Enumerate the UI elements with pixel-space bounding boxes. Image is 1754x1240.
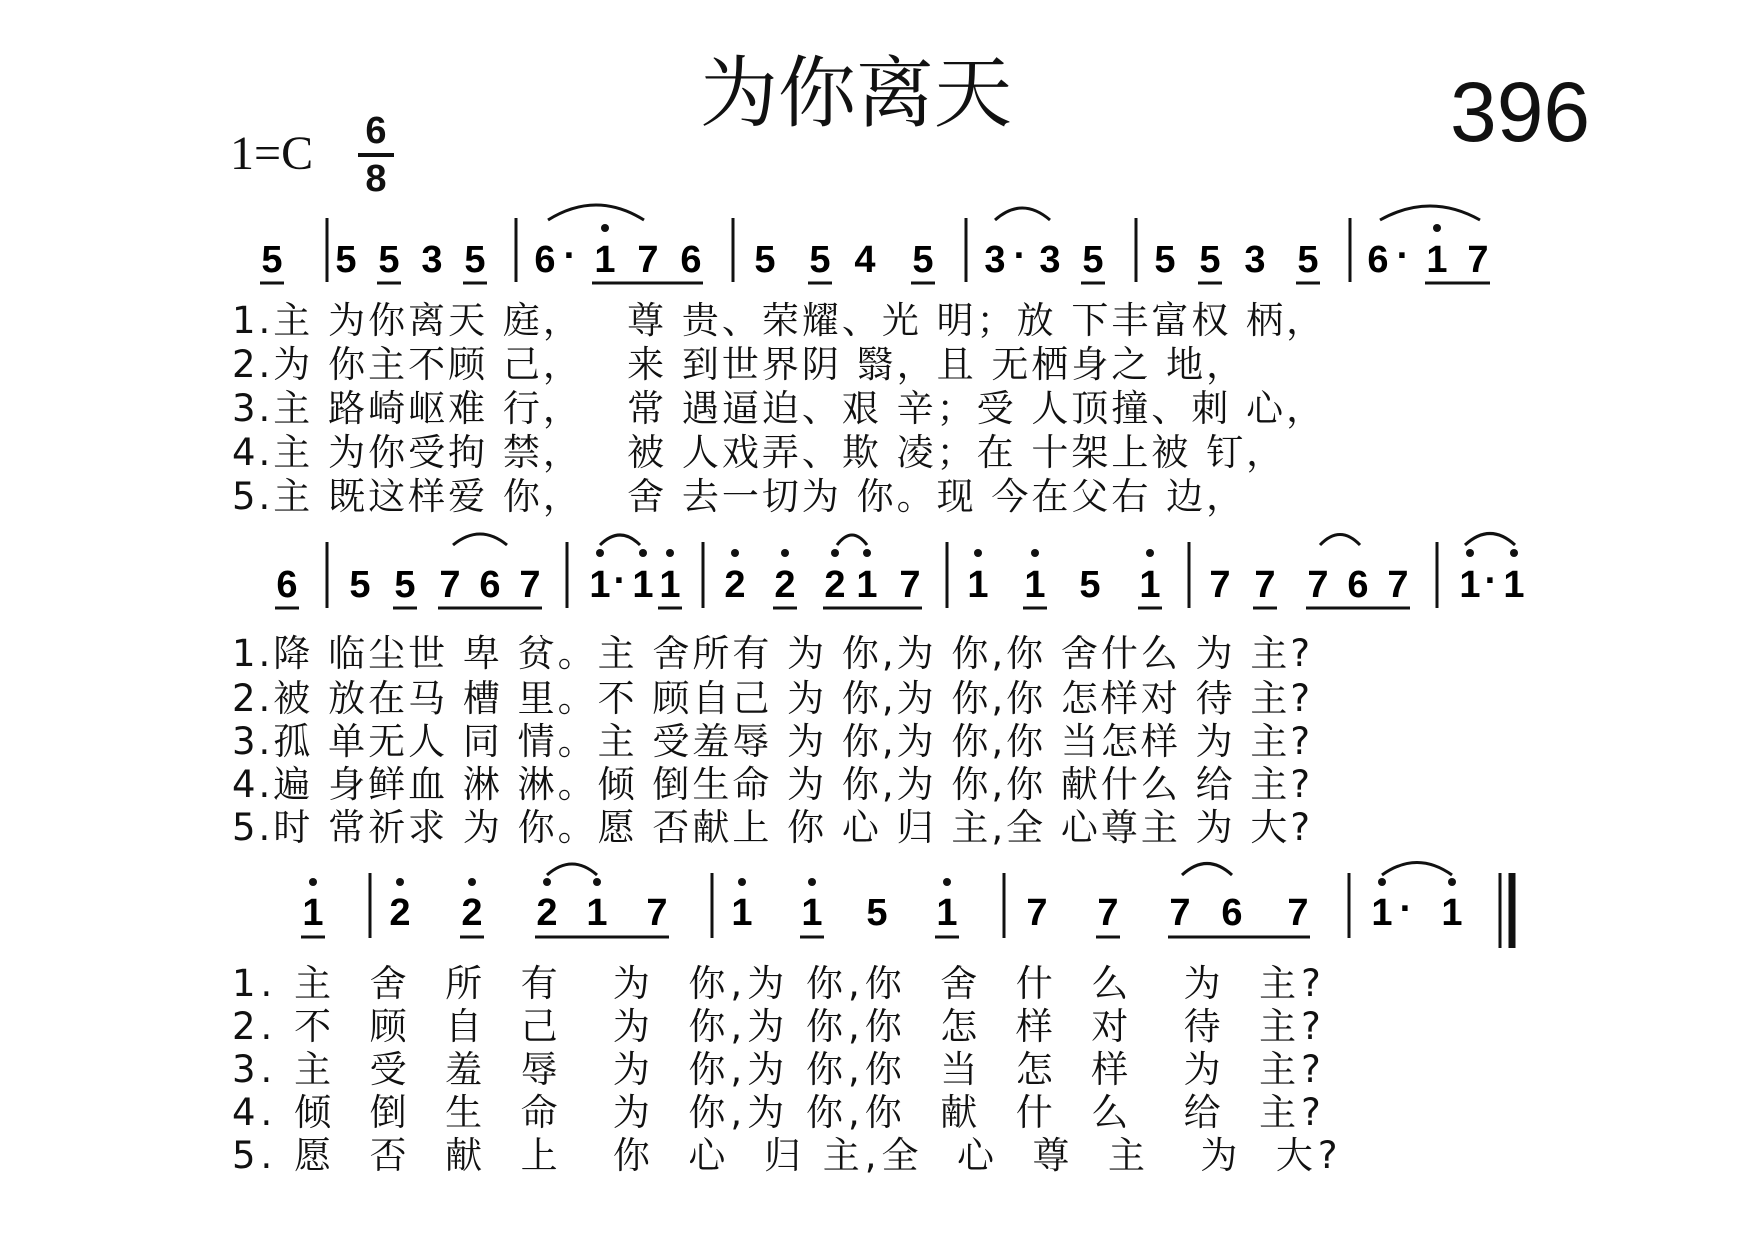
note-7: 7 <box>1467 239 1489 281</box>
note-1: 1 <box>1459 564 1481 606</box>
lyric-line: 4. 倾 倒 生 命 为 你,为 你,你 献 什 么 给 主? <box>232 1091 1326 1134</box>
note-7: 7 <box>439 564 461 606</box>
note-4: 4 <box>854 239 876 281</box>
note-1: 1 <box>1024 564 1046 606</box>
note-6: 6 <box>1367 239 1389 281</box>
note-5: 5 <box>335 239 357 281</box>
note-5: 5 <box>1297 239 1319 281</box>
octave-dot <box>808 878 816 886</box>
note-2: 2 <box>724 564 746 606</box>
note-7: 7 <box>519 564 541 606</box>
note-7: 7 <box>1254 564 1276 606</box>
note-5: 5 <box>394 564 416 606</box>
note-7: 7 <box>1026 892 1048 934</box>
note-1: 1 <box>1441 892 1463 934</box>
dot: · <box>563 235 577 277</box>
hymn-number: 396 <box>1450 65 1591 159</box>
note-6: 6 <box>479 564 501 606</box>
note-1: 1 <box>1139 564 1161 606</box>
lyric-line: 4.遍 身鲜血 淋 淋。倾 倒生命 为 你,为 你,你 献什么 给 主? <box>232 763 1314 806</box>
lyric-line: 1.降 临尘世 卑 贫。主 舍所有 为 你,为 你,你 舍什么 为 主? <box>232 632 1314 675</box>
note-1: 1 <box>967 564 989 606</box>
slur <box>1182 864 1232 876</box>
note-7: 7 <box>1097 892 1119 934</box>
lyric-line: 3. 主 受 羞 辱 为 你,为 你,你 当 怎 样 为 主? <box>232 1048 1326 1091</box>
note-5: 5 <box>378 239 400 281</box>
lyric-line: 1.主 为你离天 庭， 尊 贵、荣耀、光 明；放 下丰富权 柄， <box>232 299 1327 342</box>
note-6: 6 <box>1221 892 1243 934</box>
dot: · <box>1013 235 1027 277</box>
note-1: 1 <box>1371 892 1393 934</box>
note-5: 5 <box>912 239 934 281</box>
note-1: 1 <box>659 564 681 606</box>
octave-dot <box>593 878 601 886</box>
note-7: 7 <box>1387 564 1409 606</box>
dot: · <box>613 560 627 602</box>
lyric-line: 2.为 你主不顾 己， 来 到世界阴 翳，且 无栖身之 地， <box>232 343 1247 386</box>
note-1: 1 <box>1503 564 1525 606</box>
slur <box>547 864 597 875</box>
note-1: 1 <box>589 564 611 606</box>
dot: · <box>1399 888 1413 930</box>
octave-dot <box>309 878 317 886</box>
note-3: 3 <box>421 239 443 281</box>
time-signature-bottom: 8 <box>365 158 387 200</box>
time-signature-top: 6 <box>365 110 387 152</box>
note-5: 5 <box>866 892 888 934</box>
hymn-title: 为你离天 <box>700 49 1013 139</box>
note-5: 5 <box>1082 239 1104 281</box>
note-7: 7 <box>1169 892 1191 934</box>
note-1: 1 <box>936 892 958 934</box>
lyric-line: 1. 主 舍 所 有 为 你,为 你,你 舍 什 么 为 主? <box>232 962 1326 1005</box>
lyric-line: 5.时 常祈求 为 你。愿 否献上 你 心 归 主,全 心尊主 为 大? <box>232 806 1314 849</box>
note-2: 2 <box>824 564 846 606</box>
note-1: 1 <box>632 564 654 606</box>
note-1: 1 <box>302 892 324 934</box>
lyric-line: 2.被 放在马 槽 里。不 顾自己 为 你,为 你,你 怎样对 待 主? <box>232 677 1314 720</box>
lyric-line: 3.孤 单无人 同 情。主 受羞辱 为 你,为 你,你 当怎样 为 主? <box>232 720 1314 763</box>
octave-dot <box>1378 878 1386 886</box>
note-2: 2 <box>774 564 796 606</box>
note-7: 7 <box>646 892 668 934</box>
lyric-line: 4.主 为你受拘 禁， 被 人戏弄、欺 凌；在 十架上被 钉， <box>232 431 1287 474</box>
lyric-line: 2. 不 顾 自 己 为 你,为 你,你 怎 样 对 待 主? <box>232 1005 1326 1048</box>
note-5: 5 <box>809 239 831 281</box>
note-6: 6 <box>1347 564 1369 606</box>
note-5: 5 <box>1079 564 1101 606</box>
note-5: 5 <box>1199 239 1221 281</box>
note-3: 3 <box>1244 239 1266 281</box>
note-6: 6 <box>680 239 702 281</box>
note-7: 7 <box>1287 892 1309 934</box>
octave-dot <box>1448 878 1456 886</box>
lyric-line: 5.主 既这样爱 你， 舍 去一切为 你。现 今在父右 边， <box>232 475 1247 518</box>
note-1: 1 <box>586 892 608 934</box>
lyric-line: 5. 愿 否 献 上 你 心 归 主,全 心 尊 主 为 大? <box>232 1134 1343 1177</box>
note-1: 1 <box>1426 239 1448 281</box>
note-7: 7 <box>637 239 659 281</box>
dot: · <box>1484 560 1498 602</box>
lyric-line: 3.主 路崎岖难 行， 常 遇逼迫、艰 辛；受 人顶撞、刺 心， <box>232 387 1327 430</box>
note-1: 1 <box>594 239 616 281</box>
note-5: 5 <box>261 239 283 281</box>
slur <box>1382 863 1452 876</box>
note-2: 2 <box>461 892 483 934</box>
note-6: 6 <box>534 239 556 281</box>
note-5: 5 <box>349 564 371 606</box>
note-3: 3 <box>1039 239 1061 281</box>
note-5: 5 <box>464 239 486 281</box>
octave-dot <box>396 878 404 886</box>
note-1: 1 <box>856 564 878 606</box>
note-6: 6 <box>276 564 298 606</box>
note-1: 1 <box>801 892 823 934</box>
dot: · <box>1396 235 1410 277</box>
note-7: 7 <box>899 564 921 606</box>
note-7: 7 <box>1307 564 1329 606</box>
note-5: 5 <box>754 239 776 281</box>
octave-dot <box>468 878 476 886</box>
note-5: 5 <box>1154 239 1176 281</box>
key-signature: 1=C <box>230 127 314 180</box>
octave-dot <box>738 878 746 886</box>
note-7: 7 <box>1209 564 1231 606</box>
octave-dot <box>943 878 951 886</box>
note-1: 1 <box>731 892 753 934</box>
note-2: 2 <box>536 892 558 934</box>
note-2: 2 <box>389 892 411 934</box>
note-3: 3 <box>984 239 1006 281</box>
octave-dot <box>543 878 551 886</box>
